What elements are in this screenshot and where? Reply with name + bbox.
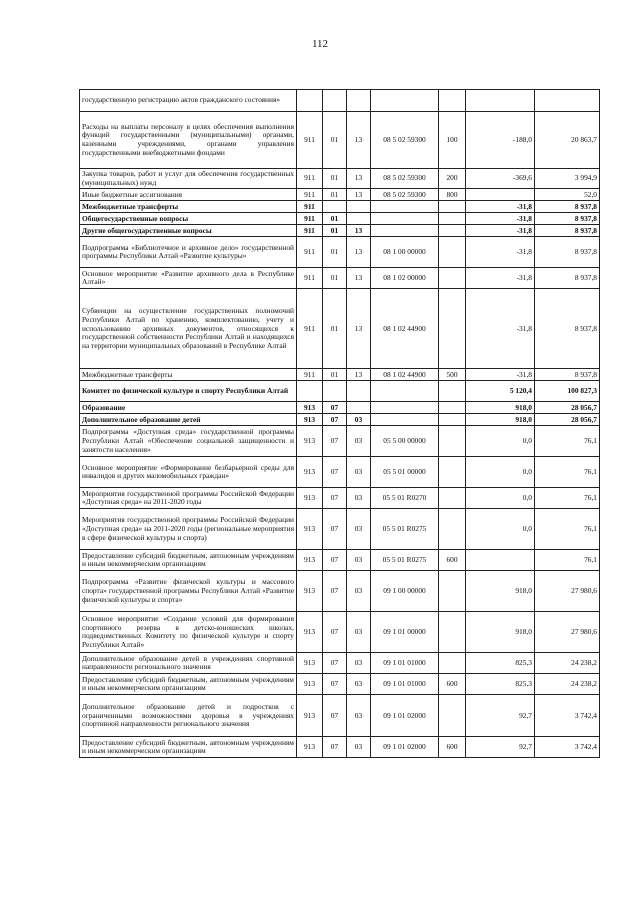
section-code-cell: 01: [323, 213, 347, 225]
item-name-cell: Дополнительное образование детей и подростков с ограниченными возможностями здоровья в учреждениях спортивной направленности регионального значения: [80, 695, 297, 737]
subsection-code-cell: 03: [347, 612, 371, 653]
change-amount-cell: 0,0: [466, 426, 535, 457]
table-row: [80, 268, 600, 289]
ved-code-cell: 911: [297, 289, 323, 369]
total-amount-cell: 8 937,8: [535, 201, 600, 213]
expense-type-code-cell: [439, 201, 466, 213]
target-article-code-cell: 09 1 01 02000: [371, 737, 439, 758]
subsection-code-cell: [347, 90, 371, 112]
subsection-code-cell: 03: [347, 695, 371, 737]
ved-code-cell: 911: [297, 369, 323, 381]
ved-code-cell: 913: [297, 550, 323, 571]
item-name-cell: Субвенции на осуществление государственных полномочий Республики Алтай по хранению, комплектованию, учету и использованию архивных документов, относящихся к государственной собственности Республики Алтай и находящихся на территории муниципальных образований в Республике Алтай: [80, 289, 297, 369]
expense-type-code-cell: [439, 488, 466, 509]
item-name-cell: Расходы на выплаты персоналу в целях обеспечения выполнения функций государственными (муниципальными) органами, казенными учреждениями, органами управления государственными внебюджетными фондами: [80, 112, 297, 169]
change-amount-cell: -31,8: [466, 237, 535, 268]
table-row: [80, 402, 600, 414]
target-article-code-cell: [371, 225, 439, 237]
section-code-cell: 01: [323, 225, 347, 237]
ved-code-cell: 913: [297, 414, 323, 426]
expense-type-code-cell: 500: [439, 369, 466, 381]
table-row: [80, 289, 600, 369]
section-code-cell: 07: [323, 550, 347, 571]
table-row: [80, 457, 600, 488]
total-amount-cell: 100 827,3: [535, 381, 600, 402]
ved-code-cell: 913: [297, 674, 323, 695]
expense-type-code-cell: 200: [439, 169, 466, 189]
expense-type-code-cell: [439, 402, 466, 414]
total-amount-cell: 3 994,9: [535, 169, 600, 189]
section-code-cell: 01: [323, 289, 347, 369]
section-code-cell: 07: [323, 674, 347, 695]
ved-code-cell: 911: [297, 112, 323, 169]
ved-code-cell: 913: [297, 653, 323, 674]
expense-type-code-cell: [439, 509, 466, 550]
target-article-code-cell: 08 1 02 00000: [371, 268, 439, 289]
subsection-code-cell: 03: [347, 488, 371, 509]
target-article-code-cell: 05 5 01 R0275: [371, 550, 439, 571]
target-article-code-cell: 09 1 01 01000: [371, 653, 439, 674]
table-row: [80, 90, 600, 112]
item-name-cell: Комитет по физической культуре и спорту Республики Алтай: [80, 381, 297, 402]
change-amount-cell: 0,0: [466, 509, 535, 550]
expense-type-code-cell: [439, 237, 466, 268]
table-row: [80, 612, 600, 653]
subsection-code-cell: 03: [347, 653, 371, 674]
item-name-cell: Мероприятия государственной программы Российской Федерации «Доступная среда» на 2011-2020 годы: [80, 488, 297, 509]
table-row: [80, 426, 600, 457]
section-code-cell: 07: [323, 612, 347, 653]
ved-code-cell: 913: [297, 737, 323, 758]
section-code-cell: 01: [323, 112, 347, 169]
total-amount-cell: 76,1: [535, 457, 600, 488]
change-amount-cell: [466, 90, 535, 112]
subsection-code-cell: 03: [347, 426, 371, 457]
table-row: [80, 169, 600, 189]
change-amount-cell: 92,7: [466, 695, 535, 737]
section-code-cell: 07: [323, 571, 347, 612]
item-name-cell: Подпрограмма «Развитие физической культуры и массового спорта» государственной программы Республики Алтай «Развитие физической культуры и спорта»: [80, 571, 297, 612]
table-row: [80, 189, 600, 201]
item-name-cell: Дополнительное образование детей в учреждениях спортивной направленности регионального значения: [80, 653, 297, 674]
ved-code-cell: 913: [297, 488, 323, 509]
subsection-code-cell: 03: [347, 457, 371, 488]
table-row: [80, 369, 600, 381]
item-name-cell: Другие общегосударственные вопросы: [80, 225, 297, 237]
page-number: 112: [311, 38, 329, 50]
expense-type-code-cell: [439, 90, 466, 112]
item-name-cell: Закупка товаров, работ и услуг для обеспечения государственных (муниципальных) нужд: [80, 169, 297, 189]
expense-type-code-cell: 100: [439, 112, 466, 169]
table-row: [80, 225, 600, 237]
target-article-code-cell: 05 5 01 R0275: [371, 509, 439, 550]
total-amount-cell: 8 937,8: [535, 369, 600, 381]
table-row: [80, 509, 600, 550]
ved-code-cell: 913: [297, 457, 323, 488]
section-code-cell: 07: [323, 402, 347, 414]
table-row: [80, 112, 600, 169]
total-amount-cell: 24 238,2: [535, 674, 600, 695]
expense-type-code-cell: 600: [439, 674, 466, 695]
expense-type-code-cell: [439, 695, 466, 737]
total-amount-cell: 76,1: [535, 550, 600, 571]
section-code-cell: 07: [323, 426, 347, 457]
expense-type-code-cell: [439, 571, 466, 612]
target-article-code-cell: [371, 381, 439, 402]
total-amount-cell: 28 056,7: [535, 402, 600, 414]
change-amount-cell: -31,8: [466, 289, 535, 369]
target-article-code-cell: 08 5 02 59300: [371, 189, 439, 201]
target-article-code-cell: 08 1 00 00000: [371, 237, 439, 268]
subsection-code-cell: 03: [347, 509, 371, 550]
change-amount-cell: 0,0: [466, 457, 535, 488]
target-article-code-cell: [371, 414, 439, 426]
table-row: [80, 737, 600, 758]
section-code-cell: [323, 381, 347, 402]
subsection-code-cell: 13: [347, 289, 371, 369]
ved-code-cell: 911: [297, 169, 323, 189]
section-code-cell: 07: [323, 695, 347, 737]
ved-code-cell: [297, 90, 323, 112]
table-row: [80, 201, 600, 213]
target-article-code-cell: 09 1 00 00000: [371, 571, 439, 612]
total-amount-cell: 76,1: [535, 426, 600, 457]
subsection-code-cell: 03: [347, 674, 371, 695]
total-amount-cell: 8 937,8: [535, 268, 600, 289]
target-article-code-cell: 09 1 01 01000: [371, 674, 439, 695]
total-amount-cell: 76,1: [535, 488, 600, 509]
change-amount-cell: 918,0: [466, 571, 535, 612]
total-amount-cell: 27 980,6: [535, 571, 600, 612]
expense-type-code-cell: [439, 213, 466, 225]
ved-code-cell: 913: [297, 402, 323, 414]
section-code-cell: 07: [323, 737, 347, 758]
change-amount-cell: -369,6: [466, 169, 535, 189]
table-body: [80, 90, 600, 758]
budget-table: [79, 89, 600, 758]
section-code-cell: 07: [323, 414, 347, 426]
subsection-code-cell: 13: [347, 169, 371, 189]
subsection-code-cell: 03: [347, 414, 371, 426]
change-amount-cell: 825,3: [466, 653, 535, 674]
ved-code-cell: 911: [297, 201, 323, 213]
expense-type-code-cell: 600: [439, 737, 466, 758]
total-amount-cell: 8 937,8: [535, 237, 600, 268]
expense-type-code-cell: [439, 414, 466, 426]
item-name-cell: Предоставление субсидий бюджетным, автономным учреждениям и иным некоммерческим организациям: [80, 737, 297, 758]
target-article-code-cell: [371, 213, 439, 225]
total-amount-cell: 3 742,4: [535, 695, 600, 737]
section-code-cell: [323, 90, 347, 112]
expense-type-code-cell: 600: [439, 550, 466, 571]
target-article-code-cell: 05 5 01 00000: [371, 457, 439, 488]
target-article-code-cell: 05 5 01 R0270: [371, 488, 439, 509]
table-row: [80, 488, 600, 509]
section-code-cell: 01: [323, 268, 347, 289]
table-row: [80, 674, 600, 695]
section-code-cell: [323, 201, 347, 213]
target-article-code-cell: [371, 402, 439, 414]
item-name-cell: Основное мероприятие «Формирование безбарьерной среды для инвалидов и других маломобильных граждан»: [80, 457, 297, 488]
ved-code-cell: 911: [297, 189, 323, 201]
subsection-code-cell: 13: [347, 112, 371, 169]
target-article-code-cell: 09 1 01 00000: [371, 612, 439, 653]
item-name-cell: Мероприятия государственной программы Российской Федерации «Доступная среда» на 2011-2020 годы (региональные мероприятия в сфере физической культуры и спорта): [80, 509, 297, 550]
item-name-cell: Дополнительное образование детей: [80, 414, 297, 426]
change-amount-cell: -188,0: [466, 112, 535, 169]
target-article-code-cell: 08 5 02 59300: [371, 169, 439, 189]
section-code-cell: 07: [323, 488, 347, 509]
subsection-code-cell: 13: [347, 268, 371, 289]
ved-code-cell: 911: [297, 268, 323, 289]
item-name-cell: Межбюджетные трансферты: [80, 201, 297, 213]
change-amount-cell: -31,8: [466, 369, 535, 381]
subsection-code-cell: [347, 381, 371, 402]
change-amount-cell: 918,0: [466, 402, 535, 414]
subsection-code-cell: 13: [347, 225, 371, 237]
change-amount-cell: -31,8: [466, 225, 535, 237]
subsection-code-cell: [347, 213, 371, 225]
target-article-code-cell: 09 1 01 02000: [371, 695, 439, 737]
table-row: [80, 213, 600, 225]
item-name-cell: Подпрограмма «Библиотечное и архивное дело» государственной программы Республики Алтай «Развитие культуры»: [80, 237, 297, 268]
expense-type-code-cell: 800: [439, 189, 466, 201]
section-code-cell: 07: [323, 653, 347, 674]
item-name-cell: Общегосударственные вопросы: [80, 213, 297, 225]
section-code-cell: 07: [323, 509, 347, 550]
table-row: [80, 695, 600, 737]
change-amount-cell: 825,3: [466, 674, 535, 695]
target-article-code-cell: 05 5 00 00000: [371, 426, 439, 457]
section-code-cell: 07: [323, 457, 347, 488]
subsection-code-cell: 13: [347, 237, 371, 268]
item-name-cell: государственную регистрацию актов гражданского состояния»: [80, 90, 297, 112]
table-row: [80, 653, 600, 674]
change-amount-cell: 92,7: [466, 737, 535, 758]
table-row: [80, 414, 600, 426]
ved-code-cell: 913: [297, 695, 323, 737]
target-article-code-cell: [371, 90, 439, 112]
change-amount-cell: 918,0: [466, 612, 535, 653]
change-amount-cell: -31,8: [466, 268, 535, 289]
subsection-code-cell: 03: [347, 550, 371, 571]
change-amount-cell: 5 120,4: [466, 381, 535, 402]
total-amount-cell: 52,0: [535, 189, 600, 201]
change-amount-cell: [466, 189, 535, 201]
ved-code-cell: 911: [297, 225, 323, 237]
total-amount-cell: 8 937,8: [535, 225, 600, 237]
total-amount-cell: 8 937,8: [535, 289, 600, 369]
subsection-code-cell: [347, 201, 371, 213]
ved-code-cell: 913: [297, 509, 323, 550]
total-amount-cell: 27 980,6: [535, 612, 600, 653]
item-name-cell: Иные бюджетные ассигнования: [80, 189, 297, 201]
ved-code-cell: [297, 381, 323, 402]
total-amount-cell: 76,1: [535, 509, 600, 550]
ved-code-cell: 911: [297, 213, 323, 225]
subsection-code-cell: 03: [347, 571, 371, 612]
item-name-cell: Основное мероприятие «Развитие архивного дела в Республике Алтай»: [80, 268, 297, 289]
expense-type-code-cell: [439, 612, 466, 653]
total-amount-cell: [535, 90, 600, 112]
change-amount-cell: 918,0: [466, 414, 535, 426]
ved-code-cell: 913: [297, 612, 323, 653]
target-article-code-cell: [371, 201, 439, 213]
section-code-cell: 01: [323, 189, 347, 201]
target-article-code-cell: 08 1 02 44900: [371, 289, 439, 369]
section-code-cell: 01: [323, 169, 347, 189]
expense-type-code-cell: [439, 225, 466, 237]
item-name-cell: Основное мероприятие «Создание условий для формирования спортивного резерва в детско-юношеских школах, подведомственных Комитету по физической культуре и спорту Республики Алтай»: [80, 612, 297, 653]
section-code-cell: 01: [323, 237, 347, 268]
total-amount-cell: 24 238,2: [535, 653, 600, 674]
total-amount-cell: 28 056,7: [535, 414, 600, 426]
total-amount-cell: 3 742,4: [535, 737, 600, 758]
change-amount-cell: 0,0: [466, 488, 535, 509]
expense-type-code-cell: [439, 457, 466, 488]
subsection-code-cell: 03: [347, 737, 371, 758]
change-amount-cell: -31,8: [466, 201, 535, 213]
expense-type-code-cell: [439, 268, 466, 289]
expense-type-code-cell: [439, 289, 466, 369]
total-amount-cell: 20 863,7: [535, 112, 600, 169]
ved-code-cell: 911: [297, 237, 323, 268]
target-article-code-cell: 08 5 02 59300: [371, 112, 439, 169]
section-code-cell: 01: [323, 369, 347, 381]
item-name-cell: Предоставление субсидий бюджетным, автономным учреждениям и иным некоммерческим организациям: [80, 550, 297, 571]
change-amount-cell: -31,8: [466, 213, 535, 225]
expense-type-code-cell: [439, 653, 466, 674]
expense-type-code-cell: [439, 381, 466, 402]
table-row: [80, 571, 600, 612]
item-name-cell: Образование: [80, 402, 297, 414]
table-row: [80, 550, 600, 571]
ved-code-cell: 913: [297, 426, 323, 457]
total-amount-cell: 8 937,8: [535, 213, 600, 225]
item-name-cell: Межбюджетные трансферты: [80, 369, 297, 381]
ved-code-cell: 913: [297, 571, 323, 612]
table-row: [80, 381, 600, 402]
subsection-code-cell: [347, 402, 371, 414]
subsection-code-cell: 13: [347, 369, 371, 381]
expense-type-code-cell: [439, 426, 466, 457]
table-row: [80, 237, 600, 268]
item-name-cell: Предоставление субсидий бюджетным, автономным учреждениям и иным некоммерческим организациям: [80, 674, 297, 695]
item-name-cell: Подпрограмма «Доступная среда» государственной программы Республики Алтай «Обеспечение социальной защищенности и занятости населения»: [80, 426, 297, 457]
change-amount-cell: [466, 550, 535, 571]
target-article-code-cell: 08 1 02 44900: [371, 369, 439, 381]
subsection-code-cell: 13: [347, 189, 371, 201]
